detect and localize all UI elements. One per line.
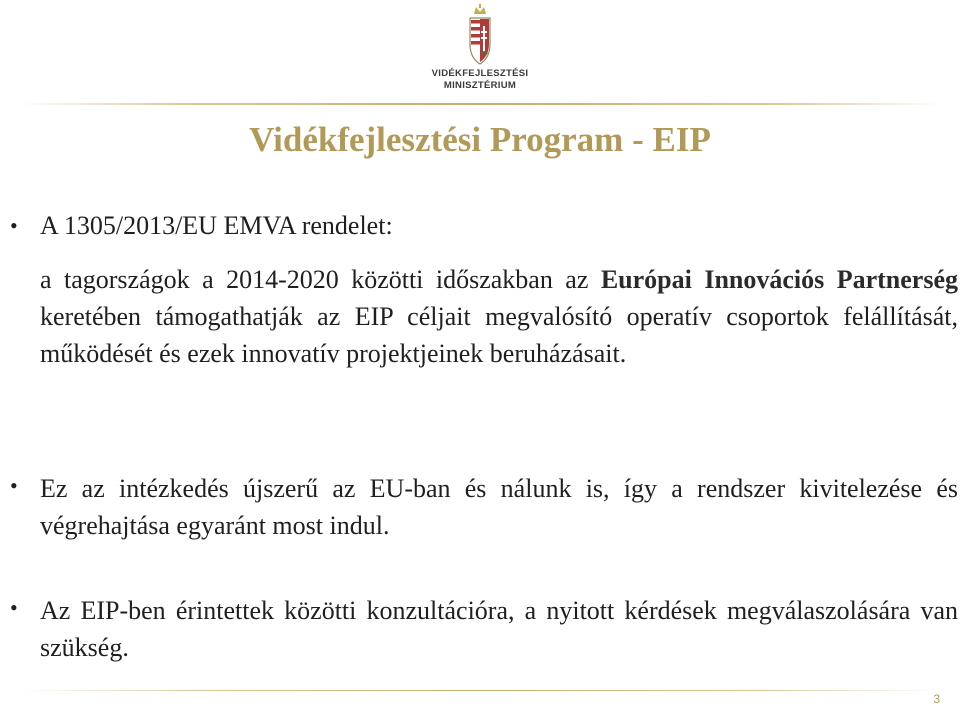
page-number: 3 bbox=[933, 692, 940, 706]
bullet-1-body bbox=[40, 261, 958, 372]
coat-of-arms-icon bbox=[464, 4, 496, 68]
bullet-3-text: Az EIP-ben érintettek közötti konzultációra, a nyitott kérdések megválaszolására van szükség. bbox=[40, 596, 958, 662]
footer-divider bbox=[20, 690, 942, 691]
bullet-1-bold: Európai Innovációs Partnerség bbox=[600, 265, 958, 294]
ministry-logo bbox=[420, 4, 540, 100]
bullet-1-heading: A 1305/2013/EU EMVA rendelet: bbox=[40, 211, 393, 240]
slide-title: Vidékfejlesztési Program - EIP bbox=[249, 120, 711, 159]
header-divider bbox=[20, 103, 942, 105]
bullet-1-text-after: keretében támogathatják az EIP céljait megvalósító operatív csoportok felállítását, működését és ezek innovatív projektjeinek beruházásait. bbox=[40, 302, 958, 368]
logo-line-1: VIDÉKFEJLESZTÉSI bbox=[431, 68, 529, 79]
bullet-marker: • bbox=[10, 473, 18, 498]
bullet-2-text: Ez az intézkedés újszerű az EU-ban és nálunk is, így a rendszer kivitelezése és végrehajtása egyaránt most indul. bbox=[40, 474, 958, 540]
logo-line-2: MINISZTÉRIUM bbox=[443, 80, 517, 91]
bullet-marker: • bbox=[10, 595, 18, 620]
bullet-1-text-before: a tagországok a 2014-2020 közötti időszakban az bbox=[40, 265, 601, 294]
bullet-marker: • bbox=[10, 213, 18, 238]
